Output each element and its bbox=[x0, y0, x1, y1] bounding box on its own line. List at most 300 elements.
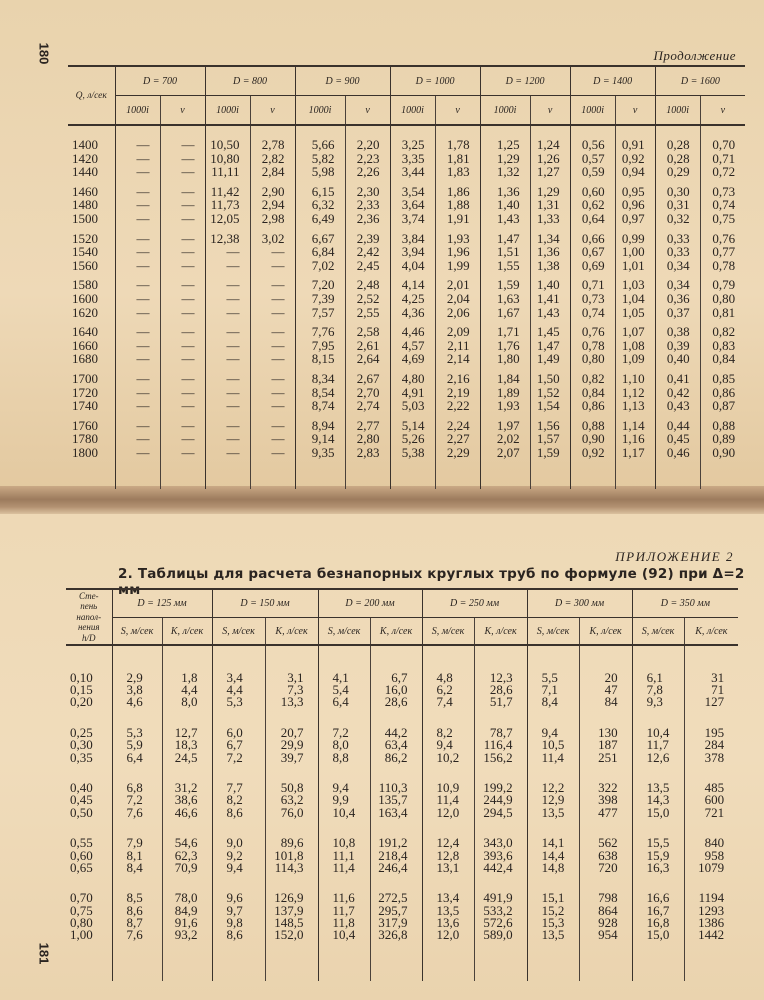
hydraulic-slope-header: 1000i bbox=[480, 96, 530, 126]
empty-cell bbox=[435, 459, 480, 489]
cell-value: 5,14 bbox=[401, 417, 425, 433]
cell-value: 0,56 bbox=[581, 137, 605, 152]
cell-value: 4,36 bbox=[401, 304, 425, 320]
cell-value: — bbox=[136, 150, 150, 166]
cell-value: 4,57 bbox=[401, 337, 425, 353]
cell-value: — bbox=[136, 431, 150, 447]
value-cell bbox=[318, 874, 370, 941]
cell-value: 15,2 bbox=[541, 902, 565, 918]
value-cell bbox=[160, 125, 205, 179]
cell-value: 16,8 bbox=[646, 914, 670, 930]
cell-value: 2,06 bbox=[446, 304, 470, 320]
cell-value: 0,99 bbox=[621, 230, 645, 246]
cell-value: 1,63 bbox=[496, 290, 520, 306]
cell-value: 1,29 bbox=[536, 183, 560, 199]
cell-value: 1293 bbox=[698, 902, 725, 918]
cell-value: — bbox=[271, 398, 285, 414]
value-cell bbox=[318, 764, 370, 819]
cell-value: 11,4 bbox=[332, 859, 355, 875]
value-cell bbox=[422, 645, 474, 709]
value-cell bbox=[655, 366, 700, 413]
appendix-label: ПРИЛОЖЕНИЕ 2 bbox=[615, 549, 734, 564]
cell-value: 0,59 bbox=[581, 164, 605, 180]
cell-value: 9,8 bbox=[226, 914, 243, 930]
cell-value: 798 bbox=[598, 890, 618, 906]
cell-value: 0,35 bbox=[70, 749, 93, 765]
empty-cell bbox=[700, 459, 745, 489]
cell-value: 12,0 bbox=[436, 804, 460, 820]
cell-value: 1,31 bbox=[536, 197, 560, 213]
cell-value: 195 bbox=[704, 725, 725, 741]
velocity-header: v bbox=[530, 96, 570, 126]
cell-value: 1442 bbox=[698, 927, 725, 943]
cell-value: 244,9 bbox=[483, 792, 513, 808]
cell-value: 84 bbox=[604, 694, 618, 710]
value-cell bbox=[435, 226, 480, 273]
cell-value: 8,6 bbox=[126, 902, 143, 918]
cell-value: 7,2 bbox=[332, 725, 349, 741]
cell-value: 1600 bbox=[72, 290, 98, 306]
hydraulic-slope-header: 1000i bbox=[390, 96, 435, 126]
cell-value: 2,26 bbox=[356, 164, 380, 180]
value-cell bbox=[345, 413, 390, 460]
cell-value: — bbox=[271, 417, 285, 433]
cell-value: 2,83 bbox=[356, 444, 380, 460]
cell-value: 13,5 bbox=[436, 902, 460, 918]
cell-value: 8,6 bbox=[226, 927, 243, 943]
row-key-cell bbox=[66, 764, 112, 819]
empty-cell bbox=[370, 941, 422, 981]
cell-value: 1,86 bbox=[446, 183, 470, 199]
cell-value: 15,3 bbox=[541, 914, 565, 930]
cell-value: 7,2 bbox=[126, 792, 143, 808]
cell-value: 0,34 bbox=[666, 257, 690, 273]
cell-value: 12,38 bbox=[210, 230, 240, 246]
cell-value: 0,70 bbox=[70, 890, 93, 906]
value-cell bbox=[115, 226, 160, 273]
cell-value: 1,01 bbox=[621, 257, 645, 273]
table-row-group bbox=[66, 764, 738, 819]
value-cell bbox=[250, 226, 295, 273]
table-row-group bbox=[66, 645, 738, 709]
value-cell bbox=[265, 645, 318, 709]
cell-value: 928 bbox=[598, 914, 618, 930]
value-cell bbox=[527, 819, 579, 874]
cell-value: 0,75 bbox=[70, 902, 93, 918]
cell-value: 3,94 bbox=[401, 244, 425, 260]
value-cell bbox=[212, 645, 265, 709]
empty-cell bbox=[160, 459, 205, 489]
cell-value: 0,69 bbox=[581, 257, 605, 273]
cell-value: 1,91 bbox=[446, 210, 470, 226]
cell-value: 1,59 bbox=[496, 277, 520, 293]
cell-value: 5,66 bbox=[311, 137, 335, 152]
value-cell bbox=[162, 874, 212, 941]
cell-value: 5,3 bbox=[126, 725, 143, 741]
value-cell bbox=[700, 125, 745, 179]
value-cell bbox=[205, 125, 250, 179]
empty-cell bbox=[579, 941, 632, 981]
row-key-cell bbox=[68, 179, 115, 226]
cell-value: 246,4 bbox=[378, 859, 408, 875]
value-cell bbox=[212, 819, 265, 874]
cell-value: — bbox=[271, 304, 285, 320]
cell-value: 13,4 bbox=[436, 890, 460, 906]
hydraulic-slope-header: 1000i bbox=[570, 96, 615, 126]
speed-header: S, м/сек bbox=[212, 618, 265, 646]
cell-value: 15,0 bbox=[646, 927, 670, 943]
cell-value: 8,0 bbox=[332, 737, 349, 753]
value-cell bbox=[345, 179, 390, 226]
cell-value: 954 bbox=[598, 927, 618, 943]
cell-value: 11,11 bbox=[211, 164, 240, 180]
cell-value: 13,5 bbox=[646, 780, 670, 796]
value-cell bbox=[422, 874, 474, 941]
cell-value: 3,64 bbox=[401, 197, 425, 213]
cell-value: 89,6 bbox=[280, 835, 304, 851]
value-cell bbox=[435, 179, 480, 226]
cell-value: 1,76 bbox=[496, 337, 520, 353]
cell-value: 7,20 bbox=[311, 277, 335, 293]
cell-value: 1,57 bbox=[536, 431, 560, 447]
cell-value: 8,6 bbox=[226, 804, 243, 820]
value-cell bbox=[422, 709, 474, 764]
value-cell bbox=[474, 874, 527, 941]
cell-value: 6,2 bbox=[436, 682, 453, 698]
cell-value: 18,3 bbox=[174, 737, 198, 753]
row-key-cell bbox=[68, 366, 115, 413]
value-cell bbox=[250, 125, 295, 179]
cell-value: 0,88 bbox=[712, 417, 736, 433]
cell-value: 10,4 bbox=[332, 804, 356, 820]
cell-value: 0,70 bbox=[712, 137, 736, 152]
cell-value: 1,13 bbox=[621, 398, 645, 414]
value-cell bbox=[422, 819, 474, 874]
value-cell bbox=[295, 179, 345, 226]
cell-value: 0,80 bbox=[581, 351, 605, 367]
value-cell bbox=[527, 764, 579, 819]
cell-value: 15,9 bbox=[646, 847, 670, 863]
cell-value: 163,4 bbox=[378, 804, 408, 820]
cell-value: 1386 bbox=[698, 914, 725, 930]
cell-value: 0,72 bbox=[712, 164, 736, 180]
cell-value: 2,9 bbox=[126, 670, 143, 685]
empty-cell bbox=[265, 941, 318, 981]
diameter-header: D = 800 bbox=[205, 66, 295, 96]
value-cell bbox=[112, 709, 162, 764]
cell-value: 0,89 bbox=[712, 431, 736, 447]
cell-value: 1,78 bbox=[446, 137, 470, 152]
cell-value: 1,16 bbox=[621, 431, 645, 447]
cell-value: 1,38 bbox=[536, 257, 560, 273]
value-cell bbox=[435, 366, 480, 413]
cell-value: 9,9 bbox=[332, 792, 349, 808]
cell-value: — bbox=[181, 150, 195, 166]
cell-value: 343,0 bbox=[483, 835, 513, 851]
value-cell bbox=[579, 709, 632, 764]
cell-value: 3,54 bbox=[401, 183, 425, 199]
cell-value: 3,8 bbox=[126, 682, 143, 698]
cell-value: 3,1 bbox=[287, 670, 304, 685]
cell-value: 1,32 bbox=[496, 164, 520, 180]
cell-value: 2,01 bbox=[446, 277, 470, 293]
cell-value: 0,28 bbox=[666, 137, 690, 152]
cell-value: 0,40 bbox=[666, 351, 690, 367]
cell-value: 13,3 bbox=[280, 694, 304, 710]
cell-value: 1620 bbox=[72, 304, 98, 320]
cell-value: 1,36 bbox=[496, 183, 520, 199]
value-cell bbox=[250, 413, 295, 460]
cell-value: — bbox=[136, 230, 150, 246]
empty-cell bbox=[422, 941, 474, 981]
speed-header: S, м/сек bbox=[422, 618, 474, 646]
cell-value: 0,97 bbox=[621, 210, 645, 226]
cell-value: — bbox=[226, 277, 240, 293]
cell-value: 20,7 bbox=[280, 725, 304, 741]
cell-value: 91,6 bbox=[174, 914, 198, 930]
cell-value: 1,49 bbox=[536, 351, 560, 367]
cell-value: 0,78 bbox=[712, 257, 736, 273]
diameter-header: D = 1600 bbox=[655, 66, 745, 96]
value-cell bbox=[570, 226, 615, 273]
value-cell bbox=[160, 272, 205, 319]
cell-value: — bbox=[136, 290, 150, 306]
cell-value: 393,6 bbox=[483, 847, 513, 863]
cell-value: 14,1 bbox=[541, 835, 565, 851]
cell-value: 12,6 bbox=[646, 749, 670, 765]
cell-value: 10,50 bbox=[210, 137, 240, 152]
row-key-cell bbox=[68, 226, 115, 273]
cell-value: 76,0 bbox=[280, 804, 304, 820]
value-cell bbox=[527, 645, 579, 709]
value-cell bbox=[579, 819, 632, 874]
cell-value: 0,43 bbox=[666, 398, 690, 414]
value-cell bbox=[700, 179, 745, 226]
cell-value: 0,79 bbox=[712, 277, 736, 293]
cell-value: 0,45 bbox=[70, 792, 93, 808]
cell-value: — bbox=[271, 370, 285, 386]
cell-value: 284 bbox=[704, 737, 725, 753]
value-cell bbox=[295, 226, 345, 273]
value-cell bbox=[480, 272, 530, 319]
cell-value: 533,2 bbox=[483, 902, 513, 918]
cell-value: 12,8 bbox=[436, 847, 460, 863]
cell-value: 0,74 bbox=[712, 197, 736, 213]
cell-value: 1,51 bbox=[496, 244, 520, 260]
diameter-header: D = 250 мм bbox=[422, 589, 527, 618]
hydraulic-slope-header: 1000i bbox=[205, 96, 250, 126]
cell-value: 4,69 bbox=[401, 351, 425, 367]
cell-value: 8,7 bbox=[126, 914, 143, 930]
cell-value: 7,2 bbox=[226, 749, 243, 765]
gravity-pipe-table bbox=[66, 588, 738, 981]
value-cell bbox=[160, 226, 205, 273]
value-cell bbox=[570, 366, 615, 413]
cell-value: 8,54 bbox=[311, 384, 335, 400]
cell-value: 7,9 bbox=[126, 835, 143, 851]
cell-value: 1740 bbox=[72, 398, 98, 414]
cell-value: 4,80 bbox=[401, 370, 425, 386]
cell-value: 16,0 bbox=[384, 682, 408, 698]
value-cell bbox=[162, 764, 212, 819]
value-cell bbox=[205, 366, 250, 413]
cell-value: 1580 bbox=[72, 277, 98, 293]
cell-value: 28,6 bbox=[384, 694, 408, 710]
diameter-header: D = 900 bbox=[295, 66, 390, 96]
cell-value: 0,90 bbox=[581, 431, 605, 447]
cell-value: 5,03 bbox=[401, 398, 425, 414]
value-cell bbox=[579, 874, 632, 941]
cell-value: — bbox=[181, 183, 195, 199]
cell-value: 1,67 bbox=[496, 304, 520, 320]
cell-value: 0,30 bbox=[70, 737, 93, 753]
table-row-group bbox=[66, 874, 738, 941]
cell-value: 130 bbox=[598, 725, 618, 741]
empty-cell bbox=[474, 941, 527, 981]
cell-value: 0,81 bbox=[712, 304, 736, 320]
cell-value: 7,76 bbox=[311, 324, 335, 340]
cell-value: — bbox=[136, 277, 150, 293]
cell-value: 1079 bbox=[698, 859, 725, 875]
cell-value: 46,6 bbox=[174, 804, 198, 820]
value-cell bbox=[480, 413, 530, 460]
value-cell bbox=[655, 413, 700, 460]
page-number-bottom: 181 bbox=[36, 942, 52, 965]
cell-value: 12,7 bbox=[174, 725, 198, 741]
cell-value: — bbox=[136, 244, 150, 260]
diameter-header: D = 1200 bbox=[480, 66, 570, 96]
value-cell bbox=[570, 319, 615, 366]
cell-value: 51,7 bbox=[489, 694, 513, 710]
empty-cell bbox=[527, 941, 579, 981]
cell-value: 7,6 bbox=[126, 927, 143, 943]
speed-header: S, м/сек bbox=[112, 618, 162, 646]
cell-value: 126,9 bbox=[274, 890, 304, 906]
cell-value: 572,6 bbox=[483, 914, 513, 930]
cell-value: 0,62 bbox=[581, 197, 605, 213]
cell-value: — bbox=[136, 210, 150, 226]
cell-value: 0,55 bbox=[70, 835, 93, 851]
cell-value: 562 bbox=[598, 835, 618, 851]
cell-value: 71 bbox=[711, 682, 725, 698]
pipe-table-continued bbox=[68, 65, 745, 489]
cell-value: 1,45 bbox=[536, 324, 560, 340]
cell-value: 378 bbox=[704, 749, 725, 765]
value-cell bbox=[615, 272, 655, 319]
cell-value: 958 bbox=[704, 847, 725, 863]
cell-value: 1,47 bbox=[496, 230, 520, 246]
cell-value: 10,2 bbox=[436, 749, 460, 765]
cell-value: — bbox=[181, 337, 195, 353]
value-cell bbox=[160, 179, 205, 226]
cell-value: 9,35 bbox=[311, 444, 335, 460]
velocity-header: v bbox=[615, 96, 655, 126]
empty-cell bbox=[615, 459, 655, 489]
cell-value: 28,6 bbox=[489, 682, 513, 698]
velocity-header: v bbox=[435, 96, 480, 126]
table-row-group bbox=[68, 319, 745, 366]
cell-value: — bbox=[181, 324, 195, 340]
cell-value: 20 bbox=[604, 670, 618, 685]
cell-value: 1,89 bbox=[496, 384, 520, 400]
cell-value: 24,5 bbox=[174, 749, 198, 765]
velocity-header: v bbox=[160, 96, 205, 126]
cell-value: 720 bbox=[598, 859, 618, 875]
cell-value: 6,0 bbox=[226, 725, 243, 741]
cell-value: 31,2 bbox=[174, 780, 198, 796]
value-cell bbox=[700, 272, 745, 319]
value-cell bbox=[632, 645, 684, 709]
cell-value: 1,00 bbox=[621, 244, 645, 260]
cell-value: 29,9 bbox=[280, 737, 304, 753]
value-cell bbox=[570, 413, 615, 460]
cell-value: 191,2 bbox=[378, 835, 408, 851]
cell-value: 2,64 bbox=[356, 351, 380, 367]
value-cell bbox=[435, 272, 480, 319]
cell-value: 5,26 bbox=[401, 431, 425, 447]
value-cell bbox=[265, 819, 318, 874]
value-cell bbox=[474, 819, 527, 874]
cell-value: 0,91 bbox=[621, 137, 645, 152]
value-cell bbox=[390, 413, 435, 460]
cell-value: 2,84 bbox=[261, 164, 285, 180]
cell-value: 11,7 bbox=[332, 902, 355, 918]
value-cell bbox=[435, 319, 480, 366]
cell-value: 326,8 bbox=[378, 927, 408, 943]
cell-value: 1800 bbox=[72, 444, 98, 460]
cell-value: 11,7 bbox=[646, 737, 669, 753]
cell-value: 2,30 bbox=[356, 183, 380, 199]
value-cell bbox=[435, 413, 480, 460]
cell-value: 8,74 bbox=[311, 398, 335, 414]
cell-value: 11,73 bbox=[210, 197, 240, 213]
cell-value: 1,40 bbox=[496, 197, 520, 213]
cell-value: 8,0 bbox=[181, 694, 198, 710]
q-header: Q, л/сек bbox=[68, 66, 115, 125]
value-cell bbox=[655, 226, 700, 273]
cell-value: — bbox=[271, 277, 285, 293]
cell-value: 317,9 bbox=[378, 914, 408, 930]
value-cell bbox=[295, 413, 345, 460]
cell-value: 442,4 bbox=[483, 859, 513, 875]
cell-value: 6,8 bbox=[126, 780, 143, 796]
cell-value: 47 bbox=[604, 682, 618, 698]
value-cell bbox=[370, 709, 422, 764]
value-cell bbox=[655, 179, 700, 226]
cell-value: 589,0 bbox=[483, 927, 513, 943]
value-cell bbox=[570, 125, 615, 179]
cell-value: 2,52 bbox=[356, 290, 380, 306]
cell-value: 6,7 bbox=[391, 670, 408, 685]
cell-value: 0,29 bbox=[666, 164, 690, 180]
cell-value: 1,03 bbox=[621, 277, 645, 293]
cell-value: — bbox=[181, 244, 195, 260]
cell-value: — bbox=[136, 257, 150, 273]
cell-value: — bbox=[226, 244, 240, 260]
cell-value: 1,50 bbox=[536, 370, 560, 386]
value-cell bbox=[474, 645, 527, 709]
cell-value: 2,58 bbox=[356, 324, 380, 340]
table-row-group bbox=[68, 413, 745, 460]
cell-value: 6,49 bbox=[311, 210, 335, 226]
velocity-header: v bbox=[700, 96, 745, 126]
cell-value: 10,4 bbox=[646, 725, 670, 741]
value-cell bbox=[570, 179, 615, 226]
value-cell bbox=[318, 709, 370, 764]
cell-value: 1400 bbox=[72, 137, 98, 152]
cell-value: 2,22 bbox=[446, 398, 470, 414]
value-cell bbox=[655, 272, 700, 319]
